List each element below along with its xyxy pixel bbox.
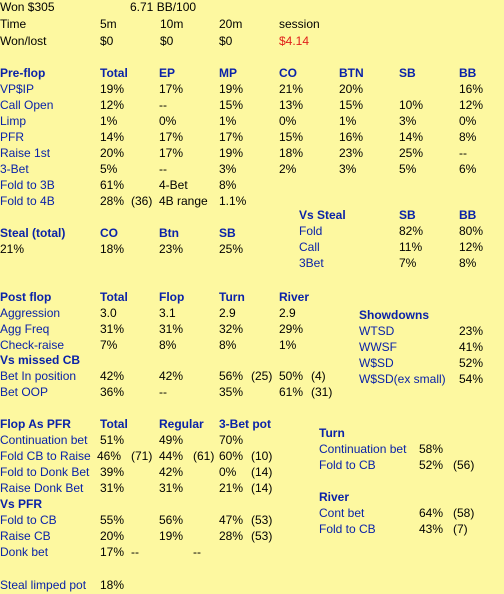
period-header: 10m: [160, 17, 184, 31]
turn-row-label: Continuation bet: [319, 442, 407, 456]
postflop-col-header: Turn: [219, 290, 245, 304]
period-header: session: [279, 17, 320, 31]
missed-cb-cell: (31): [311, 385, 333, 399]
postflop-cell: 31%: [159, 322, 184, 336]
vs-pfr-cell: --: [131, 545, 139, 559]
steal-limped-label: Steal limped pot: [0, 578, 87, 592]
preflop-cell: 12%: [100, 98, 125, 112]
preflop-cell: 19%: [219, 82, 244, 96]
fourbet-label: 4-Bet: [159, 178, 188, 192]
fold-3b-label: Fold to 3B: [0, 178, 55, 192]
preflop-cell: 18%: [279, 146, 304, 160]
missed-cb-cell: (4): [311, 369, 326, 383]
preflop-cell: 5%: [399, 162, 417, 176]
flop-pfr-cell: 60%: [219, 449, 244, 463]
fourbet-range-label: 4B range: [159, 194, 208, 208]
vs-pfr-cell: 55%: [100, 513, 125, 527]
missed-cb-row-label: Bet In position: [0, 369, 77, 383]
vs-pfr-cell: 28%: [219, 529, 244, 543]
flop-pfr-cell: (10): [251, 449, 273, 463]
flop-pfr-cell: 49%: [159, 433, 184, 447]
preflop-cell: 17%: [159, 146, 184, 160]
postflop-cell: 7%: [100, 338, 118, 352]
postflop-cell: 2.9: [219, 306, 236, 320]
showdowns-value: 52%: [459, 356, 484, 370]
postflop-row-label: Agg Freq: [0, 322, 50, 336]
preflop-cell: 14%: [100, 130, 125, 144]
missed-cb-cell: (25): [251, 369, 273, 383]
preflop-row-label: PFR: [0, 130, 24, 144]
flop-pfr-row-label: Continuation bet: [0, 433, 88, 447]
vs-pfr-cell: (53): [251, 529, 273, 543]
preflop-cell: 20%: [339, 82, 364, 96]
steal-cell: 18%: [100, 242, 125, 256]
flop-pfr-cell: (14): [251, 481, 273, 495]
flop-pfr-cell: 31%: [100, 481, 125, 495]
preflop-cell: 0%: [159, 114, 177, 128]
steal-col-header: CO: [100, 226, 118, 240]
preflop-cell: 3%: [219, 162, 237, 176]
preflop-cell: 1%: [100, 114, 118, 128]
showdowns-row-label: WWSF: [359, 340, 397, 354]
turn-value: 52%: [419, 458, 444, 472]
missed-cb-row-label: Bet OOP: [0, 385, 49, 399]
showdowns-value: 41%: [459, 340, 484, 354]
missed-cb-cell: 42%: [100, 369, 125, 383]
preflop-cell: --: [459, 146, 467, 160]
missed-cb-cell: 61%: [279, 385, 304, 399]
preflop-cell: 10%: [399, 98, 424, 112]
preflop-cell: 20%: [100, 146, 125, 160]
steal-title: Steal (total): [0, 226, 66, 240]
missed-cb-cell: --: [159, 385, 167, 399]
preflop-cell: 13%: [279, 98, 304, 112]
preflop-cell: 15%: [279, 130, 304, 144]
preflop-cell: 17%: [159, 130, 184, 144]
missed-cb-cell: 56%: [219, 369, 244, 383]
flop-pfr-row-label: Fold CB to Raise: [0, 449, 91, 463]
river-value: 64%: [419, 506, 444, 520]
preflop-cell: 5%: [100, 162, 118, 176]
missed-cb-title: Vs missed CB: [0, 353, 81, 367]
vs-steal-row-label: Fold: [299, 224, 323, 238]
won-amount: Won $305: [0, 0, 55, 14]
missed-cb-cell: 36%: [100, 385, 125, 399]
preflop-cell: 15%: [219, 98, 244, 112]
preflop-col-header: Total: [100, 66, 128, 80]
preflop-cell: 6%: [459, 162, 477, 176]
flop-pfr-cell: 21%: [219, 481, 244, 495]
flop-pfr-title: Flop As PFR: [0, 417, 71, 431]
preflop-cell: 14%: [399, 130, 424, 144]
preflop-cell: 16%: [339, 130, 364, 144]
preflop-cell: 8%: [459, 130, 477, 144]
flop-pfr-row-label: Fold to Donk Bet: [0, 465, 90, 479]
preflop-title: Pre-flop: [0, 66, 46, 80]
preflop-cell: 0%: [279, 114, 297, 128]
preflop-cell: 1%: [219, 114, 237, 128]
steal-col-header: SB: [219, 226, 236, 240]
steal-limped-value: 18%: [100, 578, 125, 592]
steal-total: 21%: [0, 242, 25, 256]
missed-cb-cell: 35%: [219, 385, 244, 399]
postflop-row-label: Aggression: [0, 306, 61, 320]
won-lost-label: Won/lost: [0, 34, 47, 48]
preflop-cell: 15%: [339, 98, 364, 112]
period-value: $0: [219, 34, 233, 48]
vs-pfr-cell: 17%: [100, 545, 125, 559]
vs-steal-cell: 11%: [399, 240, 423, 254]
preflop-cell: 19%: [219, 146, 244, 160]
preflop-col-header: CO: [279, 66, 297, 80]
vs-pfr-row-label: Raise CB: [0, 529, 51, 543]
flop-pfr-col-header: 3-Bet pot: [219, 417, 271, 431]
flop-pfr-cell: (14): [251, 465, 273, 479]
postflop-title: Post flop: [0, 290, 52, 304]
time-label: Time: [0, 17, 27, 31]
preflop-col-header: BB: [459, 66, 477, 80]
river-row-label: Cont bet: [319, 506, 365, 520]
vs-steal-cell: 80%: [459, 224, 484, 238]
preflop-col-header: SB: [399, 66, 416, 80]
preflop-cell: 17%: [219, 130, 244, 144]
period-header: 5m: [100, 17, 117, 31]
preflop-cell: 0%: [459, 114, 477, 128]
showdowns-row-label: W$SD: [359, 356, 394, 370]
vs-pfr-title: Vs PFR: [0, 497, 43, 511]
flop-pfr-col-header: Regular: [159, 417, 204, 431]
preflop-cell: 19%: [100, 82, 125, 96]
flop-pfr-cell: 39%: [100, 465, 125, 479]
vs-steal-cell: 7%: [399, 256, 417, 270]
vs-pfr-row-label: Fold to CB: [0, 513, 57, 527]
fold-4b-value: 28%: [100, 194, 125, 208]
bb-per-100: 6.71 BB/100: [130, 0, 197, 14]
river-row-label: Fold to CB: [319, 522, 376, 536]
flop-pfr-cell: 31%: [159, 481, 184, 495]
postflop-cell: 31%: [100, 322, 125, 336]
vs-steal-row-label: 3Bet: [299, 256, 324, 270]
preflop-cell: --: [159, 162, 167, 176]
postflop-col-header: River: [279, 290, 310, 304]
postflop-cell: 1%: [279, 338, 297, 352]
flop-pfr-cell: 42%: [159, 465, 184, 479]
preflop-cell: 3%: [339, 162, 357, 176]
postflop-cell: 32%: [219, 322, 244, 336]
steal-cell: 25%: [219, 242, 244, 256]
showdowns-row-label: W$SD(ex small): [359, 372, 446, 386]
showdowns-title: Showdowns: [359, 308, 429, 322]
postflop-row-label: Check-raise: [0, 338, 65, 352]
vs-steal-cell: 12%: [459, 240, 484, 254]
flop-pfr-col-header: Total: [100, 417, 128, 431]
turn-value: 58%: [419, 442, 444, 456]
period-header: 20m: [219, 17, 243, 31]
preflop-cell: 23%: [339, 146, 364, 160]
showdowns-value: 54%: [459, 372, 484, 386]
flop-pfr-cell: 0%: [219, 465, 237, 479]
preflop-cell: 1%: [339, 114, 357, 128]
preflop-cell: 21%: [279, 82, 304, 96]
vs-steal-title: Vs Steal: [299, 208, 346, 222]
fold-4b-label: Fold to 4B: [0, 194, 55, 208]
preflop-col-header: BTN: [339, 66, 364, 80]
preflop-row-label: VP$IP: [0, 82, 35, 96]
flop-pfr-cell: (71): [131, 449, 153, 463]
vs-steal-cell: 8%: [459, 256, 477, 270]
river-count: (7): [453, 522, 468, 536]
period-value: $0: [160, 34, 174, 48]
preflop-cell: --: [159, 98, 167, 112]
fold-4b-count: (36): [131, 194, 153, 208]
vs-pfr-cell: --: [193, 545, 201, 559]
vs-steal-cell: 82%: [399, 224, 424, 238]
fold-3b-value: 61%: [100, 178, 125, 192]
postflop-col-header: Flop: [159, 290, 185, 304]
postflop-cell: 3.1: [159, 306, 176, 320]
postflop-cell: 2.9: [279, 306, 296, 320]
fourbet-range-value: 1.1%: [219, 194, 247, 208]
postflop-cell: 8%: [219, 338, 237, 352]
preflop-cell: 12%: [459, 98, 484, 112]
preflop-row-label: Limp: [0, 114, 27, 128]
vs-steal-col-header: SB: [399, 208, 416, 222]
turn-row-label: Fold to CB: [319, 458, 376, 472]
showdowns-value: 23%: [459, 324, 484, 338]
vs-pfr-cell: 20%: [100, 529, 125, 543]
flop-pfr-cell: (61): [193, 449, 215, 463]
flop-pfr-cell: 46%: [97, 449, 122, 463]
vs-steal-row-label: Call: [299, 240, 320, 254]
turn-title: Turn: [319, 426, 345, 440]
period-value: $4.14: [279, 34, 310, 48]
preflop-row-label: Raise 1st: [0, 146, 51, 160]
missed-cb-cell: 42%: [159, 369, 184, 383]
flop-pfr-row-label: Raise Donk Bet: [0, 481, 84, 495]
preflop-cell: 2%: [279, 162, 297, 176]
missed-cb-cell: 50%: [279, 369, 304, 383]
preflop-col-header: EP: [159, 66, 176, 80]
period-value: $0: [100, 34, 114, 48]
steal-col-header: Btn: [159, 226, 179, 240]
preflop-row-label: 3-Bet: [0, 162, 29, 176]
vs-pfr-cell: 47%: [219, 513, 244, 527]
vs-pfr-cell: 19%: [159, 529, 184, 543]
postflop-cell: 29%: [279, 322, 304, 336]
river-title: River: [319, 490, 350, 504]
vs-pfr-cell: (53): [251, 513, 273, 527]
vs-pfr-cell: 56%: [159, 513, 184, 527]
preflop-col-header: MP: [219, 66, 237, 80]
fourbet-value: 8%: [219, 178, 237, 192]
postflop-cell: 3.0: [100, 306, 117, 320]
preflop-row-label: Call Open: [0, 98, 54, 112]
turn-count: (56): [453, 458, 475, 472]
vs-pfr-row-label: Donk bet: [0, 545, 49, 559]
preflop-cell: 25%: [399, 146, 424, 160]
postflop-col-header: Total: [100, 290, 128, 304]
preflop-cell: 16%: [459, 82, 484, 96]
preflop-cell: 17%: [159, 82, 184, 96]
flop-pfr-cell: 44%: [159, 449, 184, 463]
flop-pfr-cell: 70%: [219, 433, 244, 447]
postflop-cell: 8%: [159, 338, 177, 352]
vs-steal-col-header: BB: [459, 208, 477, 222]
steal-cell: 23%: [159, 242, 184, 256]
showdowns-row-label: WTSD: [359, 324, 395, 338]
flop-pfr-cell: 51%: [100, 433, 125, 447]
river-count: (58): [453, 506, 475, 520]
preflop-cell: 3%: [399, 114, 417, 128]
river-value: 43%: [419, 522, 444, 536]
